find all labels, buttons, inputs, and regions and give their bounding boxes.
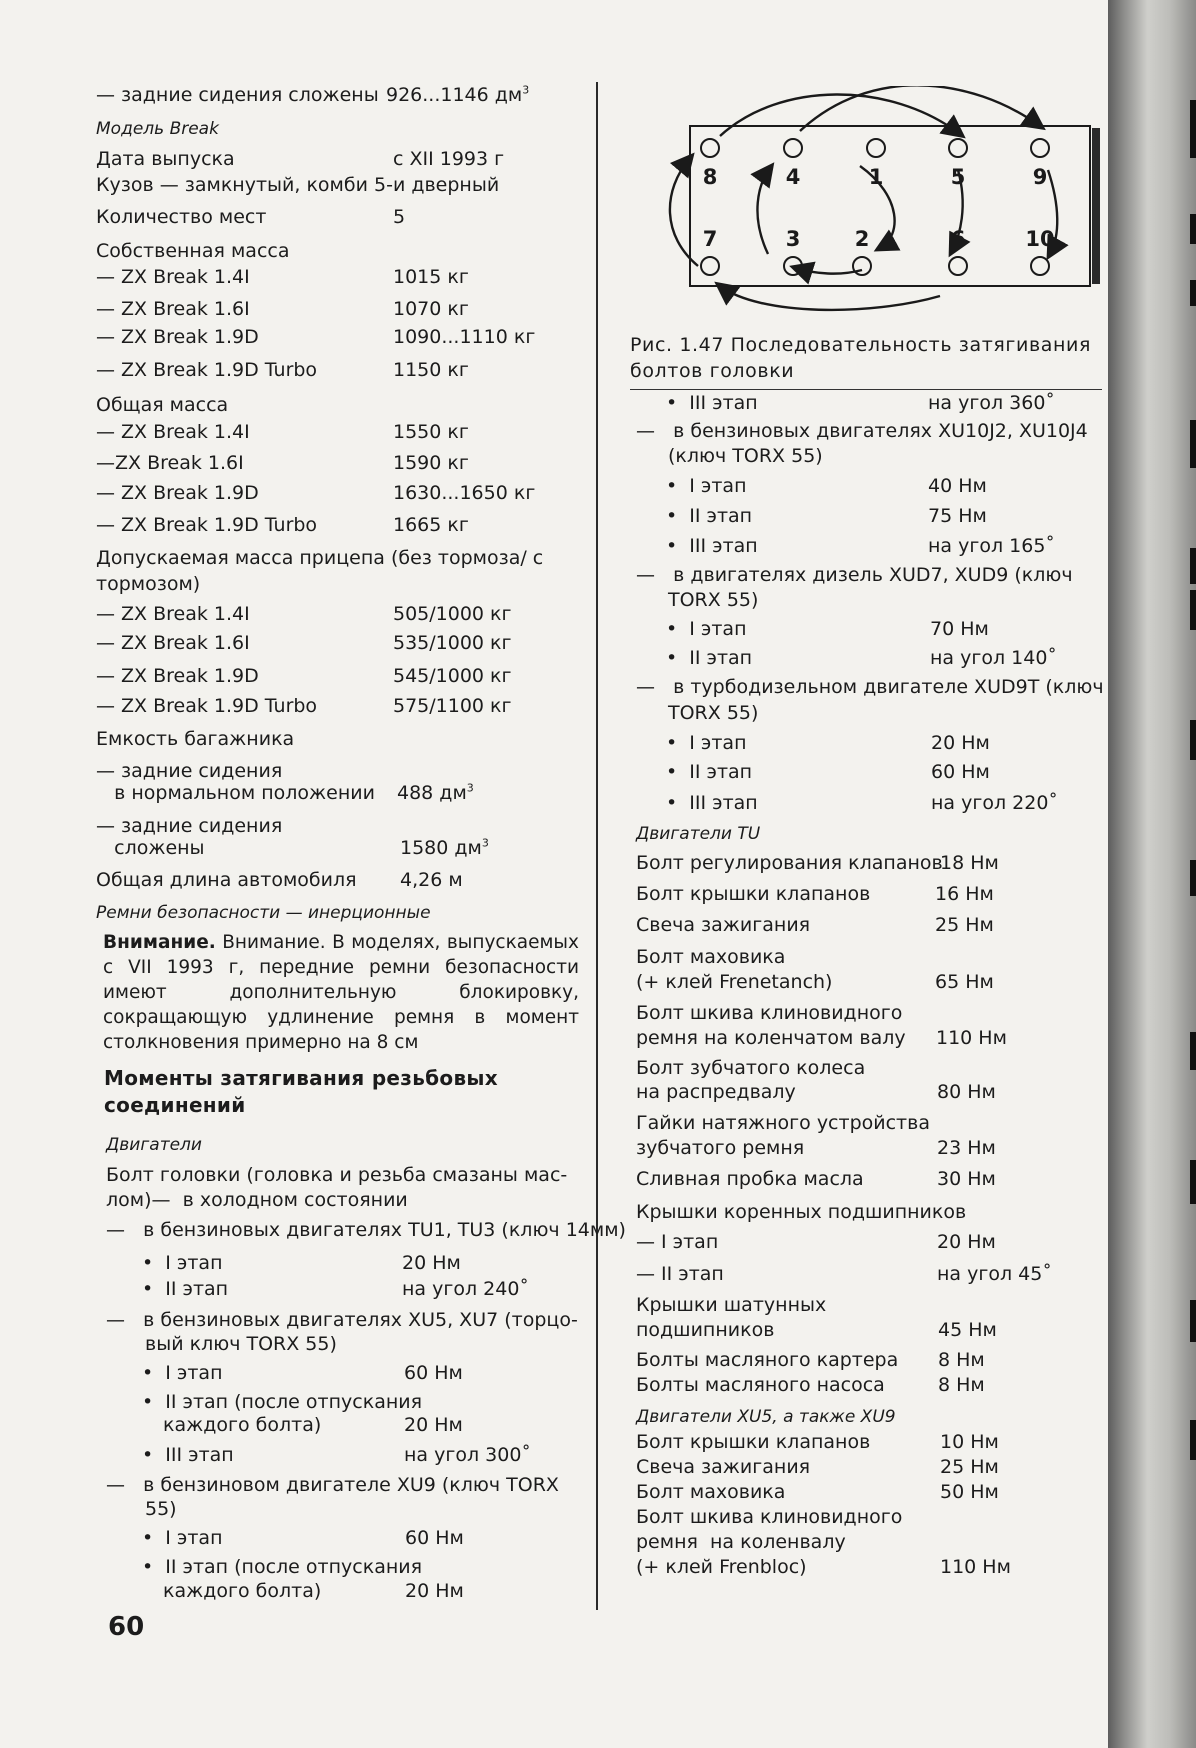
spec-value-text: 110 Нм	[940, 1556, 1011, 1578]
spec-value-text: 1580 дм	[400, 837, 482, 859]
spec-value	[393, 603, 512, 625]
spec-label: (+ клей Frenbloc)	[636, 1556, 807, 1578]
page-number: 60	[108, 1612, 145, 1642]
spec-label: Модель Break	[96, 119, 219, 139]
spec-label: Общая длина автомобиля	[96, 869, 357, 891]
head-edge-strip	[1092, 128, 1100, 284]
spec-label: • I этап	[142, 1252, 223, 1274]
spec-value	[930, 647, 1057, 669]
spec-label: — ZX Break 1.4I	[96, 603, 250, 625]
spec-label: TORX 55)	[668, 702, 759, 724]
spec-value-text: на угол 220˚	[931, 792, 1058, 814]
spec-value	[400, 837, 489, 859]
figure-bolt-sequence	[640, 86, 1110, 326]
spec-value	[931, 761, 990, 783]
spec-value	[928, 535, 1055, 557]
spec-value	[928, 475, 987, 497]
bolt-6-hole	[949, 257, 967, 275]
spec-value	[938, 1349, 985, 1371]
spec-value-text: 60 Нм	[931, 761, 990, 783]
spec-label: — задние сидения сложены	[96, 84, 379, 106]
spec-value-text: 1015 кг	[393, 266, 469, 288]
spec-value	[405, 1527, 464, 1549]
spec-label: ремня на коленвалу	[636, 1531, 846, 1553]
spec-value	[935, 914, 994, 936]
spec-label: — в двигателях дизель XUD7, XUD9 (ключ	[636, 564, 1073, 586]
spec-value-text: на угол 240˚	[402, 1278, 529, 1300]
sequence-arrow-8-9	[800, 86, 1040, 131]
spec-label: на распредвалу	[636, 1081, 796, 1103]
spec-label: — ZX Break 1.9D	[96, 482, 259, 504]
spec-label: зубчатого ремня	[636, 1137, 805, 1159]
spec-value	[393, 266, 469, 288]
spec-value-text: 25 Нм	[940, 1456, 999, 1478]
spec-value	[393, 359, 469, 381]
spec-value-text: 60 Нм	[404, 1362, 463, 1384]
spec-label: — ZX Break 1.4I	[96, 421, 250, 443]
spec-value-text: 1150 кг	[393, 359, 469, 381]
bolt-1-hole	[867, 139, 885, 157]
bolt-3-hole	[784, 257, 802, 275]
spec-label: Свеча зажигания	[636, 914, 811, 936]
spec-value	[393, 452, 469, 474]
spec-label: Ремни безопасности — инерционные	[96, 903, 431, 923]
spec-value	[400, 869, 463, 891]
spec-label: • I этап	[666, 475, 747, 497]
spec-label: — в бензиновом двигателе XU9 (ключ TORX	[106, 1474, 559, 1496]
bolt-4-hole	[784, 139, 802, 157]
column-divider	[596, 82, 598, 1610]
spec-label: Гайки натяжного устройства	[636, 1112, 930, 1134]
spec-value-text: 20 Нм	[402, 1252, 461, 1274]
spec-label: Болт крышки клапанов	[636, 883, 871, 905]
bolt-10-label: 10	[1025, 227, 1055, 251]
spec-label: Болт шкива клиновидного	[636, 1506, 903, 1528]
spec-label: — I этап	[636, 1231, 719, 1253]
spec-value	[935, 883, 994, 905]
spec-label: Кузов — замкнутый, комби 5-и дверный	[96, 174, 500, 196]
spec-label: лом)— в холодном состоянии	[106, 1189, 408, 1211]
spec-label: — ZX Break 1.9D Turbo	[96, 695, 318, 717]
spec-value	[397, 782, 474, 804]
spec-label: Крышки коренных подшипников	[636, 1201, 967, 1223]
bolt-5-label: 5	[950, 165, 966, 189]
spec-label: • II этап	[666, 647, 753, 669]
figure-caption-line1: Рис. 1.47 Последовательность затягивания	[630, 334, 1091, 356]
spec-label: Болт крышки клапанов	[636, 1431, 871, 1453]
spec-label: • I этап	[142, 1527, 223, 1549]
sequence-arrow-7-8	[670, 158, 698, 266]
spec-label: тормозом)	[96, 573, 201, 595]
spec-label: Общая масса	[96, 394, 229, 416]
spec-value	[404, 1414, 463, 1436]
spec-label: подшипников	[636, 1319, 775, 1341]
spec-label: — ZX Break 1.4I	[96, 266, 250, 288]
bolt-3-label: 3	[785, 227, 801, 251]
spec-value	[393, 514, 469, 536]
spec-value-text: 1070 кг	[393, 298, 469, 320]
spec-label: Допускаемая масса прицепа (без тормоза/ с	[96, 547, 544, 569]
spec-label: Двигатели	[106, 1135, 202, 1155]
superscript: 3	[522, 83, 530, 97]
spec-value-text: 18 Нм	[940, 852, 999, 874]
spec-value	[386, 84, 529, 106]
spec-value	[393, 665, 512, 687]
bolt-7-label: 7	[702, 227, 718, 251]
superscript: 3	[466, 781, 474, 795]
spec-label: • II этап	[666, 505, 753, 527]
spec-label: —ZX Break 1.6I	[96, 452, 244, 474]
note-text: Внимание. В моделях, выпускаемых с VII 1993 г, передние ремни безопасности имеют дополнительную блокировку, сокращающую удлинение ремня в момент столкновения примерно на 8 см	[103, 932, 579, 1053]
spec-label: • II этап (после отпускания	[142, 1556, 423, 1578]
spec-label: — ZX Break 1.9D	[96, 326, 259, 348]
spec-value	[393, 632, 512, 654]
spec-value-text: с XII 1993 г	[393, 148, 505, 170]
sequence-arrow-4-5	[720, 94, 960, 136]
spec-value-text: 1550 кг	[393, 421, 469, 443]
spec-value	[940, 852, 999, 874]
spec-value	[405, 1580, 464, 1602]
cylinder-head-outline	[690, 126, 1090, 286]
spec-value	[931, 732, 990, 754]
sequence-arrow-6-7	[720, 286, 940, 310]
spec-value-text: 10 Нм	[940, 1431, 999, 1453]
sequence-arrow-3-4	[757, 168, 770, 254]
spec-value-text: 65 Нм	[935, 971, 994, 993]
bolt-5-hole	[949, 139, 967, 157]
spec-value-text: 23 Нм	[937, 1137, 996, 1159]
spec-value-text: на угол 300˚	[404, 1444, 531, 1466]
spec-label: Двигатели XU5, а также XU9	[636, 1407, 896, 1427]
spec-value-text: на угол 140˚	[930, 647, 1057, 669]
spec-value	[402, 1278, 529, 1300]
bolt-7-hole	[701, 257, 719, 275]
spec-label: • II этап	[142, 1278, 229, 1300]
spec-value-text: 110 Нм	[936, 1027, 1007, 1049]
spec-value	[393, 421, 469, 443]
spec-label: — ZX Break 1.9D Turbo	[96, 359, 318, 381]
spec-label: Болты масляного насоса	[636, 1374, 885, 1396]
spec-value-text: 30 Нм	[937, 1168, 996, 1190]
spec-value	[404, 1444, 531, 1466]
spec-value-text: на угол 360˚	[928, 392, 1055, 414]
spec-value-text: на угол 165˚	[928, 535, 1055, 557]
spec-value	[930, 618, 989, 640]
spec-value-text: 4,26 м	[400, 869, 463, 891]
spec-label: — ZX Break 1.9D	[96, 665, 259, 687]
spec-value	[393, 206, 405, 228]
spec-value	[937, 1168, 996, 1190]
spec-label: Болт маховика	[636, 1481, 786, 1503]
spec-label: каждого болта)	[163, 1580, 322, 1602]
bolt-8-label: 8	[702, 165, 718, 189]
spec-label: • III этап	[666, 792, 758, 814]
seatbelt-note	[103, 930, 579, 1055]
spec-label: Болт регулирования клапанов	[636, 852, 943, 874]
spec-value-text: 545/1000 кг	[393, 665, 512, 687]
spec-value	[393, 695, 512, 717]
spec-value	[937, 1263, 1052, 1285]
spec-label: — в бензиновых двигателях XU10J2, XU10J4	[636, 420, 1088, 442]
spec-value-text: на угол 45˚	[937, 1263, 1052, 1285]
spec-label: • III этап	[666, 535, 758, 557]
spec-label: • III этап	[666, 392, 758, 414]
spec-label: — ZX Break 1.9D Turbo	[96, 514, 318, 536]
bolt-1-label: 1	[868, 165, 884, 189]
bolt-6-label: 6	[950, 227, 966, 251]
adjacent-page-marks	[1160, 0, 1196, 1748]
spec-label: • III этап	[142, 1444, 234, 1466]
spec-label: Сливная пробка масла	[636, 1168, 864, 1190]
spec-value	[404, 1362, 463, 1384]
spec-value-text: 1590 кг	[393, 452, 469, 474]
spec-label: • II этап	[666, 761, 753, 783]
bolt-4-label: 4	[785, 165, 801, 189]
spec-label: — II этап	[636, 1263, 724, 1285]
spec-value-text: 20 Нм	[405, 1580, 464, 1602]
bolt-9-label: 9	[1032, 165, 1048, 189]
spec-label: Количество мест	[96, 206, 267, 228]
spec-value-text: 45 Нм	[938, 1319, 997, 1341]
spec-value	[931, 792, 1058, 814]
spec-label: • I этап	[142, 1362, 223, 1384]
spec-value-text: 25 Нм	[935, 914, 994, 936]
spec-label: сложены	[96, 837, 205, 859]
spec-value	[393, 298, 469, 320]
figure-caption-line2: болтов головки	[630, 360, 795, 382]
spec-label: — ZX Break 1.6I	[96, 298, 250, 320]
spec-label: Болт шкива клиновидного	[636, 1002, 903, 1024]
spec-label: • II этап (после отпускания	[142, 1391, 423, 1413]
spec-label: вый ключ TORX 55)	[145, 1333, 337, 1355]
spec-label: Болты масляного картера	[636, 1349, 899, 1371]
bolt-9-hole	[1031, 139, 1049, 157]
spec-value	[937, 1081, 996, 1103]
spec-value	[940, 1481, 999, 1503]
spec-label: Крышки шатунных	[636, 1294, 827, 1316]
spec-value-text: 60 Нм	[405, 1527, 464, 1549]
spec-value	[393, 482, 535, 504]
spec-label: Двигатели TU	[636, 824, 761, 844]
spec-value	[938, 1374, 985, 1396]
spec-value	[402, 1252, 461, 1274]
spec-label: — в бензиновых двигателях TU1, TU3 (ключ 14мм)	[106, 1219, 626, 1241]
bolt-2-label: 2	[854, 227, 870, 251]
spec-value	[940, 1556, 1011, 1578]
spec-value-text: 70 Нм	[930, 618, 989, 640]
spec-value	[938, 1319, 997, 1341]
spec-value-text: 1090...1110 кг	[393, 326, 536, 348]
spec-label: 55)	[145, 1498, 177, 1520]
spec-label: ремня на коленчатом валу	[636, 1027, 906, 1049]
sequence-arrow-2-3	[796, 268, 862, 274]
spec-label: — задние сидения	[96, 760, 283, 782]
spec-value-text: 8 Нм	[938, 1349, 985, 1371]
spec-label: — в бензиновых двигателях XU5, XU7 (торцо-	[106, 1309, 578, 1331]
spec-value-text: 75 Нм	[928, 505, 987, 527]
spec-value-text: 1630...1650 кг	[393, 482, 536, 504]
spec-label: • I этап	[666, 732, 747, 754]
spec-label: — ZX Break 1.6I	[96, 632, 250, 654]
spec-value-text: 20 Нм	[931, 732, 990, 754]
spec-value-text: 20 Нм	[404, 1414, 463, 1436]
spec-value-text: 926...1146 дм	[386, 84, 523, 106]
bolt-8-hole	[701, 139, 719, 157]
spec-value	[928, 505, 987, 527]
spec-value-text: 5	[393, 206, 406, 228]
spec-value-text: 20 Нм	[937, 1231, 996, 1253]
spec-label: • I этап	[666, 618, 747, 640]
spec-label: Свеча зажигания	[636, 1456, 811, 1478]
superscript: 3	[481, 836, 489, 850]
spec-label: Дата выпуска	[96, 148, 235, 170]
spec-value-text: 488 дм	[397, 782, 467, 804]
spec-label: Болт головки (головка и резьба смазаны мас-	[106, 1164, 568, 1186]
spec-value-text: 1665 кг	[393, 514, 469, 536]
spec-label: TORX 55)	[668, 589, 759, 611]
spec-label: Болт зубчатого колеса	[636, 1057, 866, 1079]
spec-label: в нормальном положении	[96, 782, 375, 804]
spec-value-text: 575/1100 кг	[393, 695, 512, 717]
spec-value-text: 535/1000 кг	[393, 632, 512, 654]
bolt-10-hole	[1031, 257, 1049, 275]
spec-value-text: 50 Нм	[940, 1481, 999, 1503]
spec-label: каждого болта)	[163, 1414, 322, 1436]
spec-value	[937, 1137, 996, 1159]
spec-value	[936, 1027, 1007, 1049]
spec-label: — задние сидения	[96, 815, 283, 837]
spec-label: (ключ TORX 55)	[668, 445, 823, 467]
spec-value-text: 8 Нм	[938, 1374, 985, 1396]
spec-value	[940, 1431, 999, 1453]
note-label: Внимание.	[103, 932, 216, 953]
spec-value	[928, 392, 1055, 414]
bolt-set	[701, 139, 1055, 275]
spec-value-text: 505/1000 кг	[393, 603, 512, 625]
spec-value	[393, 326, 535, 348]
spec-label: Емкость багажника	[96, 728, 295, 750]
spec-label: — в турбодизельном двигателе XUD9T (ключ	[636, 676, 1104, 698]
spec-value	[393, 148, 504, 170]
spec-value-text: 40 Нм	[928, 475, 987, 497]
spec-label: Собственная масса	[96, 240, 290, 262]
spec-label: Болт маховика	[636, 946, 786, 968]
spec-value	[940, 1456, 999, 1478]
spec-label: (+ клей Frenetanch)	[636, 971, 833, 993]
section-heading: Моменты затягивания резьбовых соединений	[104, 1066, 499, 1117]
spec-value	[935, 971, 994, 993]
figure-caption	[630, 334, 1091, 382]
spec-value-text: 80 Нм	[937, 1081, 996, 1103]
spec-value-text: 16 Нм	[935, 883, 994, 905]
caption-rule	[630, 389, 1102, 390]
spec-value	[937, 1231, 996, 1253]
